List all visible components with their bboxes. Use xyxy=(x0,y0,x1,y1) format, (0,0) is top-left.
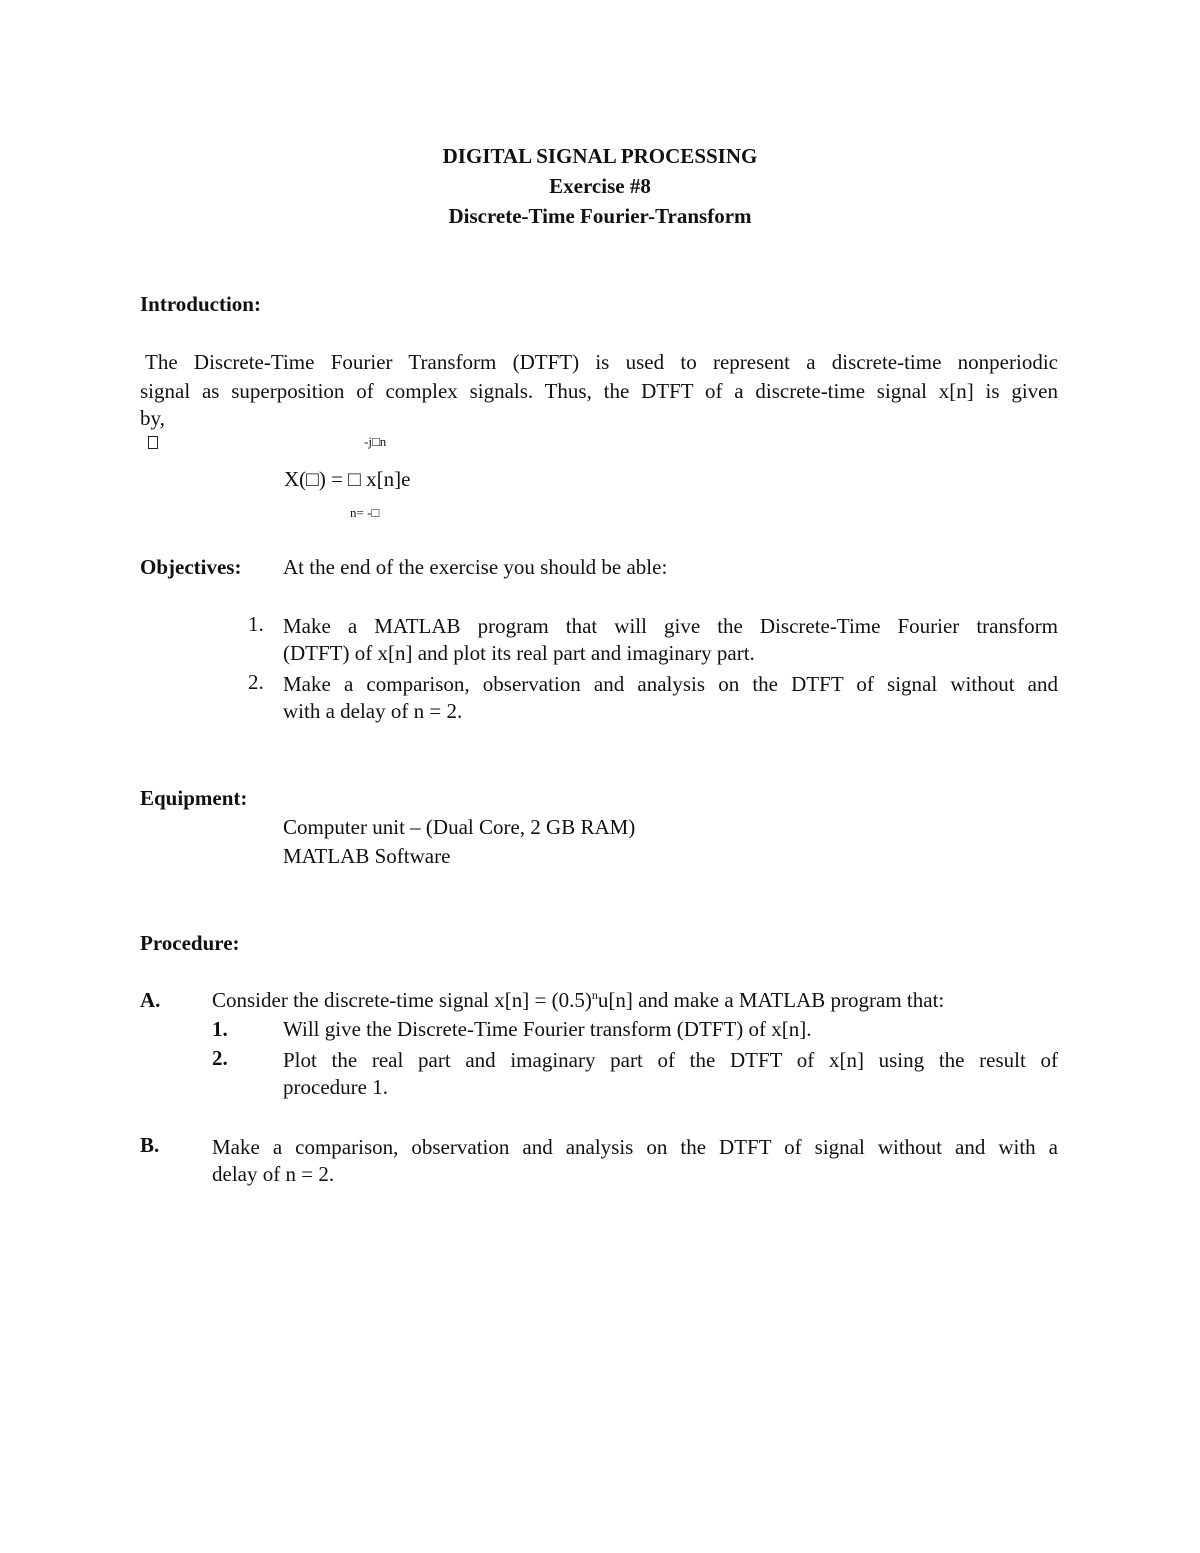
procedure-step-number: 1. xyxy=(212,1017,228,1041)
objectives-lead: At the end of the exercise you should be able: xyxy=(283,555,668,579)
procedure-b-line-1: Make a comparison, observation and analysis on the DTFT of signal without and with a xyxy=(212,1135,1058,1159)
introduction-line-2: signal as superposition of complex signals. Thus, the DTFT of a discrete-time signal x[n] is given xyxy=(140,379,1058,403)
introduction-line-1: The Discrete-Time Fourier Transform (DTFT) is used to represent a discrete-time nonperiodic xyxy=(145,350,1058,374)
procedure-a-text: Consider the discrete-time signal $x[n] = (0.5)^nu[n]$ and make a MATLAB program that: xyxy=(212,988,945,1012)
procedure-a-step-2-line-1: Plot the real part and imaginary part of the DTFT of x[n] using the result of xyxy=(283,1048,1058,1072)
document-course-title: DIGITAL SIGNAL PROCESSING xyxy=(442,144,758,168)
summation-upper-limit-symbol xyxy=(148,436,158,449)
introduction-heading: Introduction: xyxy=(140,292,261,316)
objectives-heading: Objectives: xyxy=(140,555,242,579)
exercise-number: Exercise #8 xyxy=(549,174,651,198)
objective-number: 1. xyxy=(248,612,264,636)
dtft-formula: X(□) = □ x[n]e xyxy=(284,467,411,491)
equipment-heading: Equipment: xyxy=(140,786,248,810)
objective-number: 2. xyxy=(248,670,264,694)
objective-1-line-1: Make a MATLAB program that will give the Discrete-Time Fourier transform xyxy=(283,614,1058,638)
exercise-topic: Discrete-Time Fourier-Transform xyxy=(448,204,752,228)
formula-exponent: -j□n xyxy=(364,434,387,449)
procedure-heading: Procedure: xyxy=(140,931,240,955)
equipment-item: Computer unit – (Dual Core, 2 GB RAM) xyxy=(283,815,636,839)
procedure-a-label: A. xyxy=(140,988,161,1012)
procedure-step-number: 2. xyxy=(212,1046,228,1070)
procedure-b-label: B. xyxy=(140,1133,160,1157)
procedure-a-step-2-line-2: procedure 1. xyxy=(283,1075,388,1099)
equipment-item: MATLAB Software xyxy=(283,844,451,868)
introduction-line-3: by, xyxy=(140,406,165,430)
procedure-a-step-1: Will give the Discrete-Time Fourier transform (DTFT) of x[n]. xyxy=(283,1017,812,1041)
signal-exponent: n xyxy=(591,988,598,1002)
objective-2-line-1: Make a comparison, observation and analysis on the DTFT of signal without and xyxy=(283,672,1058,696)
objective-1-line-2: (DTFT) of x[n] and plot its real part and imaginary part. xyxy=(283,641,755,665)
objective-2-line-2: with a delay of n = 2. xyxy=(283,699,463,723)
summation-lower-limit: n= -□ xyxy=(350,505,380,520)
procedure-b-line-2: delay of n = 2. xyxy=(212,1162,335,1186)
